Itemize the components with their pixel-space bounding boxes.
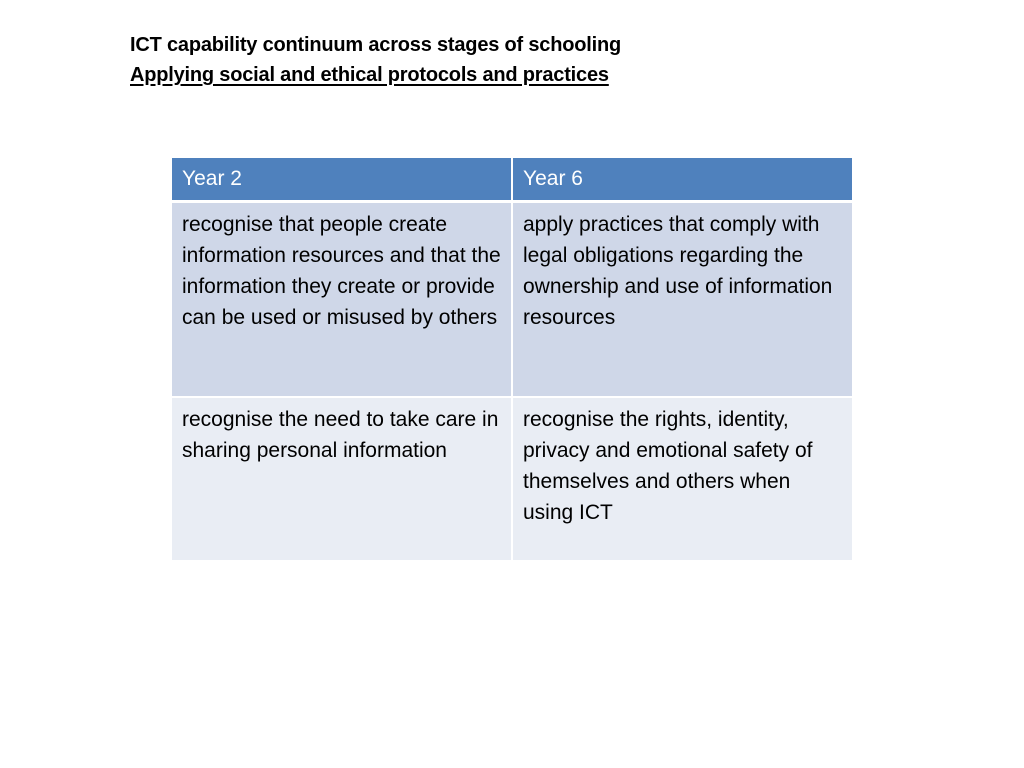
header-year-6: Year 6	[512, 157, 853, 202]
cell-year-6-rights-identity-privacy: recognise the rights, identity, privacy and emotional safety of themselves and others when using ICT	[512, 397, 853, 561]
title-subtitle: Applying social and ethical protocols and practices	[130, 64, 609, 86]
header-year-2: Year 2	[171, 157, 512, 202]
cell-year-2-information-resources: recognise that people create information resources and that the information they create or provide can be used or misused by others	[171, 202, 512, 398]
cell-year-2-sharing-personal-info: recognise the need to take care in sharing personal information	[171, 397, 512, 561]
table-row	[171, 397, 853, 561]
table-header-row	[171, 157, 853, 202]
title-main: ICT capability continuum across stages of schooling	[130, 34, 622, 56]
continuum-table-container	[170, 156, 854, 562]
cell-year-6-legal-obligations: apply practices that comply with legal obligations regarding the ownership and use of information resources	[512, 202, 853, 398]
table-row	[171, 202, 853, 398]
slide-title	[130, 30, 621, 90]
continuum-table	[170, 156, 854, 562]
